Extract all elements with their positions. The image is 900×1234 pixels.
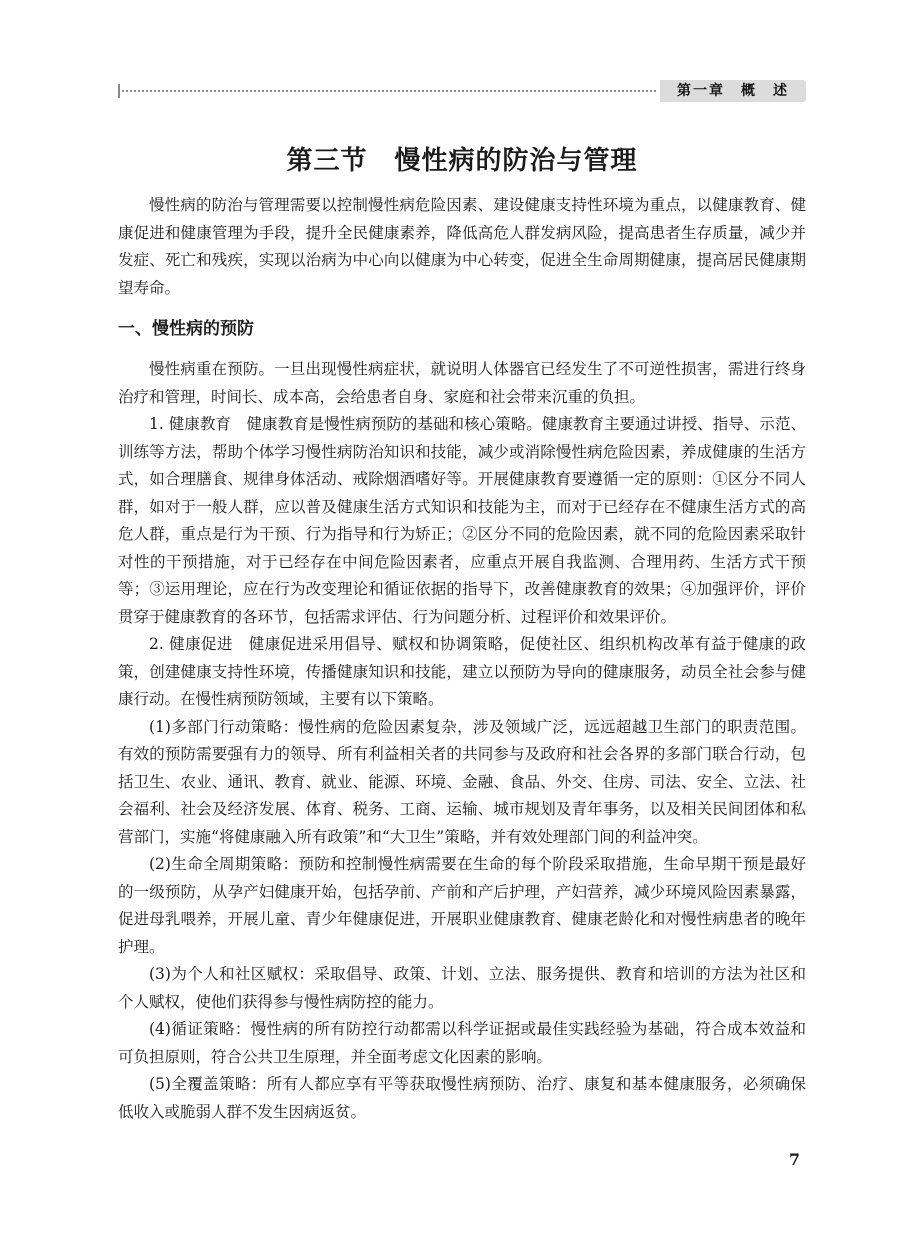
paragraph-health-education: 1. 健康教育 健康教育是慢性病预防的基础和核心策略。健康教育主要通过讲授、指导、示范、训练等方法，帮助个体学习慢性病防治知识和技能，减少或消除慢性病危险因素，养成健康的生活方式，如合理膳食、规律身体活动、戒除烟酒嗜好等。开展健康教育要遵循一定的原则：①区分不同人群，如对于一般人群，应以普及健康生活方式知识和技能为主，而对于已经存在不健康生活方式的高危人群，重点是行为干预、行为指导和行为矫正；②区分不同的危险因素，就不同的危险因素采取针对性的干预措施，对于已经存在中间危险因素者，应重点开展自我监测、合理用药、生活方式干预等；③运用理论，应在行为改变理论和循证依据的指导下，改善健康教育的效果；④加强评价，评价贯穿于健康教育的各环节，包括需求评估、行为问题分析、过程评价和效果评价。 [118,415,806,626]
section-title: 第三节 慢性病的防治与管理 [286,146,638,176]
paragraph-multisector: (1)多部门行动策略：慢性病的危险因素复杂，涉及领域广泛，远远超越卫生部门的职责范围。有效的预防需要强有力的领导、所有利益相关者的共同参与及政府和社会各界的多部门联合行动，包括卫生、农业、通讯、教育、就业、能源、环境、金融、食品、外交、住房、司法、安全、立法、社会福利、社会及经济发展、体育、税务、工商、运输、城市规划及青年事务，以及相关民间团体和私营部门，实施“将健康融入所有政策”和“大卫生”策略，并有效处理部门间的利益冲突。 [118,717,806,846]
body-content [118,192,806,1126]
running-header [118,80,806,102]
paragraph-empowerment: (3)为个人和社区赋权：采取倡导、政策、计划、立法、服务提供、教育和培训的方法为社区和个人赋权，使他们获得参与慢性病防控的能力。 [118,965,806,1011]
paragraph-evidence: (4)循证策略：慢性病的所有防控行动都需以科学证据或最佳实践经验为基础，符合成本效益和可负担原则，符合公共卫生原理，并全面考虑文化因素的影响。 [118,1020,806,1066]
subsection-heading: 一、慢性病的预防 [118,319,254,339]
chapter-label: 第一章 概 述 [660,80,806,102]
paragraph-prevention: 慢性病重在预防。一旦出现慢性病症状，就说明人体器官已经发生了不可逆性损害，需进行终身治疗和管理，时间长、成本高，会给患者自身、家庭和社会带来沉重的负担。 [118,360,806,406]
paragraph-coverage: (5)全覆盖策略：所有人都应享有平等获取慢性病预防、治疗、康复和基本健康服务，必须确保低收入或脆弱人群不发生因病返贫。 [118,1075,806,1121]
paragraph-life-course: (2)生命全周期策略：预防和控制慢性病需要在生命的每个阶段采取措施，生命早期干预是最好的一级预防，从孕产妇健康开始，包括孕前、产前和产后护理，产妇营养，减少环境风险因素暴露，促进母乳喂养，开展儿童、青少年健康促进，开展职业健康教育、健康老龄化和对慢性病患者的晚年护理。 [118,855,806,956]
intro-paragraph: 慢性病的防治与管理需要以控制慢性病危险因素、建设健康支持性环境为重点，以健康教育、健康促进和健康管理为手段，提升全民健康素养，降低高危人群发病风险，提高患者生存质量，减少并发症、死亡和残疾，实现以治病为中心向以健康为中心转变，促进全生命周期健康，提高居民健康期望寿命。 [118,196,806,297]
header-dotted-rule [118,90,656,92]
paragraph-health-promotion: 2. 健康促进 健康促进采用倡导、赋权和协调策略，促使社区、组织机构改革有益于健康的政策，创建健康支持性环境，传播健康知识和技能，建立以预防为导向的健康服务，动员全社会参与健康行动。在慢性病预防领域，主要有以下策略。 [118,635,806,708]
page-number: 7 [788,1150,800,1169]
